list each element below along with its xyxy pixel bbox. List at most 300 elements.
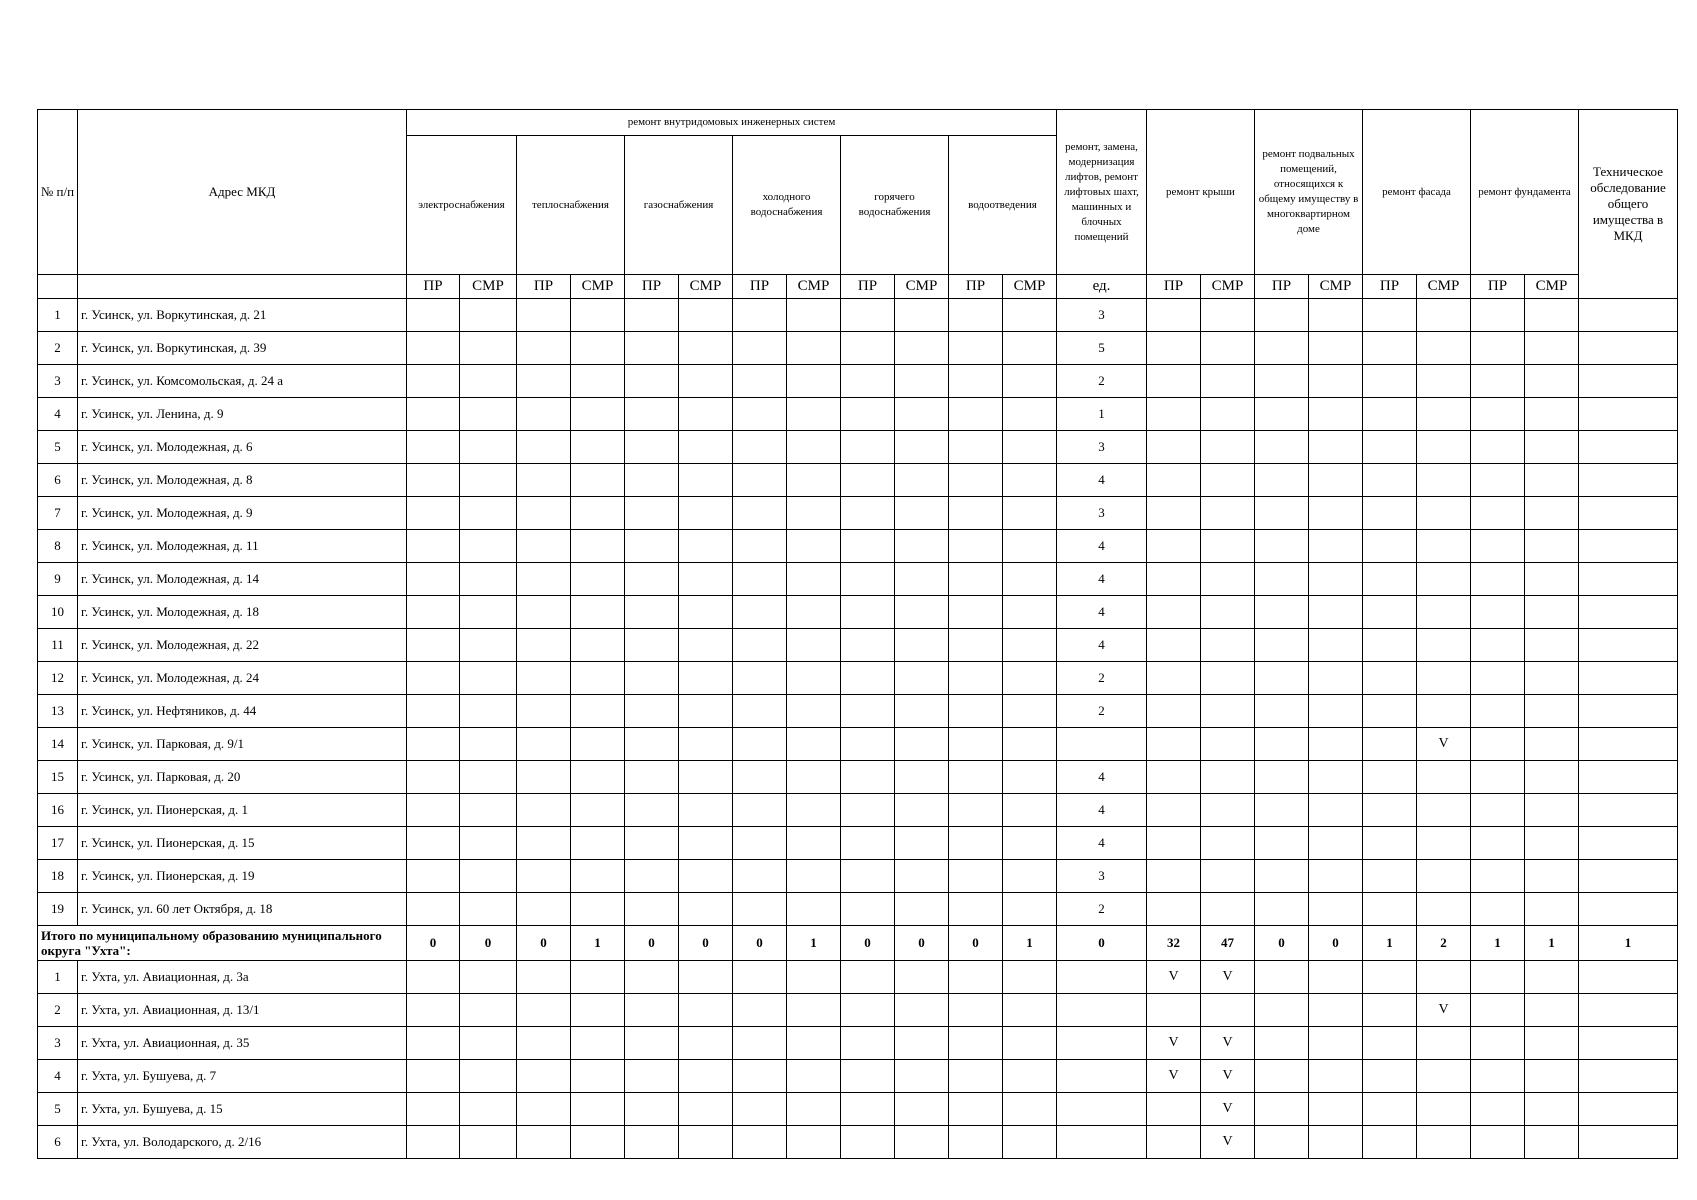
roof-pr-cell (1147, 629, 1201, 662)
engineering-cell (625, 629, 679, 662)
row-address: г. Усинск, ул. Молодежная, д. 11 (78, 530, 407, 563)
engineering-cell (733, 398, 787, 431)
engineering-cell (517, 365, 571, 398)
inspection-cell (1579, 398, 1678, 431)
engineering-cell (733, 1093, 787, 1126)
row-number: 15 (38, 761, 78, 794)
inspection-cell (1579, 497, 1678, 530)
roof-smr-cell (1201, 827, 1255, 860)
facade-pr-cell (1363, 1126, 1417, 1159)
facade-smr-cell (1417, 961, 1471, 994)
total-value: 0 (679, 926, 733, 961)
engineering-cell (1003, 1027, 1057, 1060)
engineering-cell (679, 994, 733, 1027)
basement-smr-cell (1309, 563, 1363, 596)
engineering-cell (571, 464, 625, 497)
row-number: 16 (38, 794, 78, 827)
facade-pr-cell (1363, 1060, 1417, 1093)
row-number: 7 (38, 497, 78, 530)
engineering-cell (787, 299, 841, 332)
table-row (38, 893, 1678, 926)
engineering-cell (841, 827, 895, 860)
facade-pr-cell (1363, 497, 1417, 530)
engineering-cell (679, 827, 733, 860)
roof-pr-cell (1147, 728, 1201, 761)
engineering-cell (625, 299, 679, 332)
engineering-cell (517, 299, 571, 332)
engineering-cell (787, 629, 841, 662)
roof-smr-cell (1201, 299, 1255, 332)
facade-smr-cell (1417, 1093, 1471, 1126)
engineering-cell (733, 662, 787, 695)
basement-smr-cell (1309, 893, 1363, 926)
inspection-cell (1579, 563, 1678, 596)
engineering-cell (625, 1060, 679, 1093)
facade-smr-cell (1417, 827, 1471, 860)
engineering-cell (571, 332, 625, 365)
engineering-cell (460, 530, 517, 563)
total-value: 32 (1147, 926, 1201, 961)
basement-pr-cell (1255, 761, 1309, 794)
engineering-cell (407, 629, 460, 662)
engineering-cell (1003, 398, 1057, 431)
roof-pr-cell (1147, 299, 1201, 332)
engineering-cell (460, 299, 517, 332)
roof-pr-cell (1147, 596, 1201, 629)
facade-pr-cell (1363, 994, 1417, 1027)
roof-smr-cell (1201, 497, 1255, 530)
table-row (38, 464, 1678, 497)
roof-pr-cell (1147, 332, 1201, 365)
row-address: г. Усинск, ул. Воркутинская, д. 39 (78, 332, 407, 365)
engineering-cell (895, 794, 949, 827)
header-smr: СМР (787, 275, 841, 299)
roof-smr-cell (1201, 563, 1255, 596)
facade-pr-cell (1363, 1027, 1417, 1060)
engineering-cell (460, 1060, 517, 1093)
lifts-count (1057, 1093, 1147, 1126)
row-number: 9 (38, 563, 78, 596)
engineering-cell (733, 1060, 787, 1093)
engineering-cell (733, 332, 787, 365)
engineering-cell (895, 1093, 949, 1126)
basement-smr-cell (1309, 497, 1363, 530)
engineering-cell (460, 695, 517, 728)
basement-pr-cell (1255, 662, 1309, 695)
inspection-cell (1579, 332, 1678, 365)
engineering-cell (841, 365, 895, 398)
foundation-smr-cell (1525, 299, 1579, 332)
basement-pr-cell (1255, 431, 1309, 464)
engineering-cell (1003, 332, 1057, 365)
lifts-count: 4 (1057, 761, 1147, 794)
engineering-cell (407, 299, 460, 332)
row-address: г. Ухта, ул. Авиационная, д. 35 (78, 1027, 407, 1060)
header-hot-water: горячего водоснабжения (841, 136, 949, 275)
row-address: г. Ухта, ул. Бушуева, д. 15 (78, 1093, 407, 1126)
basement-smr-cell (1309, 332, 1363, 365)
engineering-cell (841, 1093, 895, 1126)
basement-pr-cell (1255, 299, 1309, 332)
engineering-cell (949, 1126, 1003, 1159)
engineering-cell (1003, 365, 1057, 398)
engineering-cell (733, 365, 787, 398)
engineering-cell (949, 596, 1003, 629)
engineering-cell (407, 398, 460, 431)
engineering-cell (895, 431, 949, 464)
engineering-cell (949, 497, 1003, 530)
header-roof: ремонт крыши (1147, 110, 1255, 275)
header-inspection: Техническое обследование общего имущества в МКД (1579, 110, 1678, 299)
header-heating: теплоснабжения (517, 136, 625, 275)
row-number: 3 (38, 365, 78, 398)
engineering-cell (787, 563, 841, 596)
foundation-smr-cell (1525, 365, 1579, 398)
engineering-cell (679, 596, 733, 629)
engineering-cell (460, 728, 517, 761)
row-number: 5 (38, 431, 78, 464)
basement-smr-cell (1309, 596, 1363, 629)
total-value: 1 (1579, 926, 1678, 961)
engineering-cell (460, 827, 517, 860)
engineering-cell (517, 431, 571, 464)
roof-smr-cell (1201, 761, 1255, 794)
roof-pr-cell (1147, 827, 1201, 860)
foundation-smr-cell (1525, 1027, 1579, 1060)
engineering-cell (1003, 961, 1057, 994)
engineering-cell (571, 728, 625, 761)
basement-smr-cell (1309, 827, 1363, 860)
lifts-count: 4 (1057, 827, 1147, 860)
inspection-cell (1579, 629, 1678, 662)
total-value: 0 (1255, 926, 1309, 961)
foundation-smr-cell (1525, 464, 1579, 497)
roof-pr-cell (1147, 860, 1201, 893)
row-number: 19 (38, 893, 78, 926)
header-pr: ПР (1255, 275, 1309, 299)
engineering-cell (407, 1027, 460, 1060)
engineering-cell (895, 827, 949, 860)
engineering-cell (895, 1027, 949, 1060)
facade-smr-cell (1417, 761, 1471, 794)
engineering-cell (841, 1060, 895, 1093)
engineering-cell (460, 860, 517, 893)
engineering-cell (625, 1027, 679, 1060)
engineering-cell (571, 761, 625, 794)
engineering-cell (949, 530, 1003, 563)
row-address: г. Усинск, ул. Молодежная, д. 9 (78, 497, 407, 530)
engineering-cell (460, 332, 517, 365)
engineering-cell (1003, 464, 1057, 497)
table-row (38, 860, 1678, 893)
header-address: Адрес МКД (78, 110, 407, 275)
table-row (38, 728, 1678, 761)
engineering-cell (1003, 994, 1057, 1027)
roof-smr-cell (1201, 398, 1255, 431)
basement-smr-cell (1309, 860, 1363, 893)
foundation-pr-cell (1471, 1126, 1525, 1159)
engineering-cell (895, 398, 949, 431)
facade-pr-cell (1363, 761, 1417, 794)
lifts-count: 4 (1057, 596, 1147, 629)
engineering-cell (460, 794, 517, 827)
basement-pr-cell (1255, 1126, 1309, 1159)
lifts-count: 1 (1057, 398, 1147, 431)
engineering-cell (895, 629, 949, 662)
foundation-pr-cell (1471, 1027, 1525, 1060)
basement-smr-cell (1309, 530, 1363, 563)
engineering-cell (517, 398, 571, 431)
table-row (38, 961, 1678, 994)
header-pr: ПР (407, 275, 460, 299)
lifts-count (1057, 1027, 1147, 1060)
engineering-cell (787, 961, 841, 994)
engineering-cell (625, 596, 679, 629)
total-value: 1 (571, 926, 625, 961)
roof-pr-cell (1147, 497, 1201, 530)
row-number: 5 (38, 1093, 78, 1126)
foundation-smr-cell (1525, 497, 1579, 530)
engineering-cell (949, 365, 1003, 398)
inspection-cell (1579, 431, 1678, 464)
lifts-count: 4 (1057, 464, 1147, 497)
engineering-cell (1003, 563, 1057, 596)
row-address: г. Усинск, ул. 60 лет Октября, д. 18 (78, 893, 407, 926)
row-number: 6 (38, 1126, 78, 1159)
engineering-cell (841, 695, 895, 728)
engineering-cell (679, 365, 733, 398)
engineering-cell (517, 530, 571, 563)
total-value: 0 (517, 926, 571, 961)
engineering-cell (895, 299, 949, 332)
total-value: 1 (1003, 926, 1057, 961)
basement-smr-cell (1309, 1027, 1363, 1060)
total-value: 0 (1057, 926, 1147, 961)
header-pr: ПР (1147, 275, 1201, 299)
roof-pr-cell (1147, 662, 1201, 695)
engineering-cell (571, 629, 625, 662)
row-address: г. Усинск, ул. Молодежная, д. 8 (78, 464, 407, 497)
total-value: 0 (407, 926, 460, 961)
engineering-cell (407, 860, 460, 893)
engineering-cell (841, 299, 895, 332)
foundation-pr-cell (1471, 794, 1525, 827)
roof-pr-cell: V (1147, 1027, 1201, 1060)
row-number: 4 (38, 1060, 78, 1093)
foundation-smr-cell (1525, 994, 1579, 1027)
row-number: 14 (38, 728, 78, 761)
foundation-pr-cell (1471, 695, 1525, 728)
row-address: г. Ухта, ул. Авиационная, д. 3а (78, 961, 407, 994)
foundation-smr-cell (1525, 398, 1579, 431)
engineering-cell (460, 761, 517, 794)
foundation-pr-cell (1471, 563, 1525, 596)
engineering-cell (517, 794, 571, 827)
basement-smr-cell (1309, 464, 1363, 497)
basement-smr-cell (1309, 1060, 1363, 1093)
table-row (38, 563, 1678, 596)
table-row (38, 398, 1678, 431)
header-num: № п/п (38, 110, 78, 275)
foundation-pr-cell (1471, 596, 1525, 629)
engineering-cell (460, 1093, 517, 1126)
engineering-cell (895, 596, 949, 629)
table-row (38, 695, 1678, 728)
engineering-cell (841, 398, 895, 431)
engineering-cell (1003, 497, 1057, 530)
engineering-cell (841, 728, 895, 761)
engineering-cell (949, 431, 1003, 464)
row-address: г. Ухта, ул. Бушуева, д. 7 (78, 1060, 407, 1093)
header-smr: СМР (895, 275, 949, 299)
lifts-count: 4 (1057, 563, 1147, 596)
engineering-cell (949, 994, 1003, 1027)
engineering-cell (895, 994, 949, 1027)
lifts-count (1057, 728, 1147, 761)
foundation-pr-cell (1471, 1093, 1525, 1126)
row-number: 3 (38, 1027, 78, 1060)
engineering-cell (895, 761, 949, 794)
total-value: 1 (787, 926, 841, 961)
engineering-cell (625, 431, 679, 464)
engineering-cell (949, 893, 1003, 926)
engineering-cell (625, 464, 679, 497)
inspection-cell (1579, 761, 1678, 794)
engineering-cell (407, 464, 460, 497)
basement-smr-cell (1309, 761, 1363, 794)
table-row (38, 596, 1678, 629)
engineering-cell (460, 431, 517, 464)
roof-pr-cell (1147, 695, 1201, 728)
engineering-cell (787, 596, 841, 629)
engineering-cell (949, 695, 1003, 728)
roof-pr-cell (1147, 761, 1201, 794)
engineering-cell (407, 961, 460, 994)
engineering-cell (841, 332, 895, 365)
total-value: 0 (625, 926, 679, 961)
facade-smr-cell (1417, 299, 1471, 332)
engineering-cell (517, 728, 571, 761)
row-number: 13 (38, 695, 78, 728)
basement-smr-cell (1309, 1093, 1363, 1126)
header-pr: ПР (733, 275, 787, 299)
roof-smr-cell (1201, 728, 1255, 761)
engineering-cell (517, 1093, 571, 1126)
inspection-cell (1579, 1027, 1678, 1060)
facade-smr-cell (1417, 365, 1471, 398)
engineering-cell (895, 497, 949, 530)
engineering-cell (679, 728, 733, 761)
total-value: 0 (841, 926, 895, 961)
repair-program-table (37, 109, 1678, 1159)
inspection-cell (1579, 695, 1678, 728)
roof-smr-cell (1201, 332, 1255, 365)
foundation-pr-cell (1471, 431, 1525, 464)
foundation-pr-cell (1471, 827, 1525, 860)
engineering-cell (787, 893, 841, 926)
engineering-cell (733, 299, 787, 332)
engineering-cell (571, 994, 625, 1027)
header-smr: СМР (679, 275, 733, 299)
facade-smr-cell (1417, 431, 1471, 464)
lifts-count: 2 (1057, 893, 1147, 926)
foundation-pr-cell (1471, 761, 1525, 794)
facade-smr-cell (1417, 1027, 1471, 1060)
facade-smr-cell (1417, 563, 1471, 596)
basement-pr-cell (1255, 794, 1309, 827)
header-blank (38, 275, 78, 299)
table-row (38, 794, 1678, 827)
row-number: 2 (38, 332, 78, 365)
roof-smr-cell (1201, 530, 1255, 563)
roof-smr-cell (1201, 464, 1255, 497)
basement-smr-cell (1309, 431, 1363, 464)
engineering-cell (733, 530, 787, 563)
roof-pr-cell (1147, 431, 1201, 464)
roof-pr-cell (1147, 464, 1201, 497)
engineering-cell (787, 794, 841, 827)
engineering-cell (625, 497, 679, 530)
engineering-cell (787, 398, 841, 431)
engineering-cell (407, 530, 460, 563)
engineering-cell (517, 662, 571, 695)
engineering-cell (841, 464, 895, 497)
basement-smr-cell (1309, 728, 1363, 761)
engineering-cell (625, 994, 679, 1027)
total-value: 0 (895, 926, 949, 961)
table-header (38, 110, 1678, 299)
engineering-cell (787, 332, 841, 365)
engineering-cell (460, 662, 517, 695)
engineering-cell (625, 860, 679, 893)
roof-pr-cell (1147, 1126, 1201, 1159)
engineering-cell (407, 695, 460, 728)
engineering-cell (895, 1126, 949, 1159)
engineering-cell (1003, 530, 1057, 563)
foundation-pr-cell (1471, 530, 1525, 563)
table-row (38, 299, 1678, 332)
total-value: 1 (1471, 926, 1525, 961)
engineering-cell (895, 332, 949, 365)
engineering-cell (407, 761, 460, 794)
foundation-pr-cell (1471, 728, 1525, 761)
engineering-cell (679, 629, 733, 662)
foundation-pr-cell (1471, 994, 1525, 1027)
basement-pr-cell (1255, 893, 1309, 926)
engineering-cell (1003, 827, 1057, 860)
engineering-cell (733, 961, 787, 994)
lifts-count (1057, 994, 1147, 1027)
total-row (38, 926, 1678, 961)
engineering-cell (787, 860, 841, 893)
basement-pr-cell (1255, 695, 1309, 728)
engineering-cell (949, 464, 1003, 497)
engineering-cell (1003, 431, 1057, 464)
engineering-cell (460, 961, 517, 994)
header-gas: газоснабжения (625, 136, 733, 275)
engineering-cell (679, 893, 733, 926)
foundation-smr-cell (1525, 596, 1579, 629)
engineering-cell (895, 530, 949, 563)
header-elevators: ремонт, замена, модернизация лифтов, ремонт лифтовых шахт, машинных и блочных помещений (1057, 110, 1147, 275)
roof-smr-cell (1201, 662, 1255, 695)
facade-smr-cell (1417, 464, 1471, 497)
engineering-cell (1003, 299, 1057, 332)
engineering-cell (517, 860, 571, 893)
header-pr: ПР (625, 275, 679, 299)
engineering-cell (841, 563, 895, 596)
engineering-cell (1003, 794, 1057, 827)
